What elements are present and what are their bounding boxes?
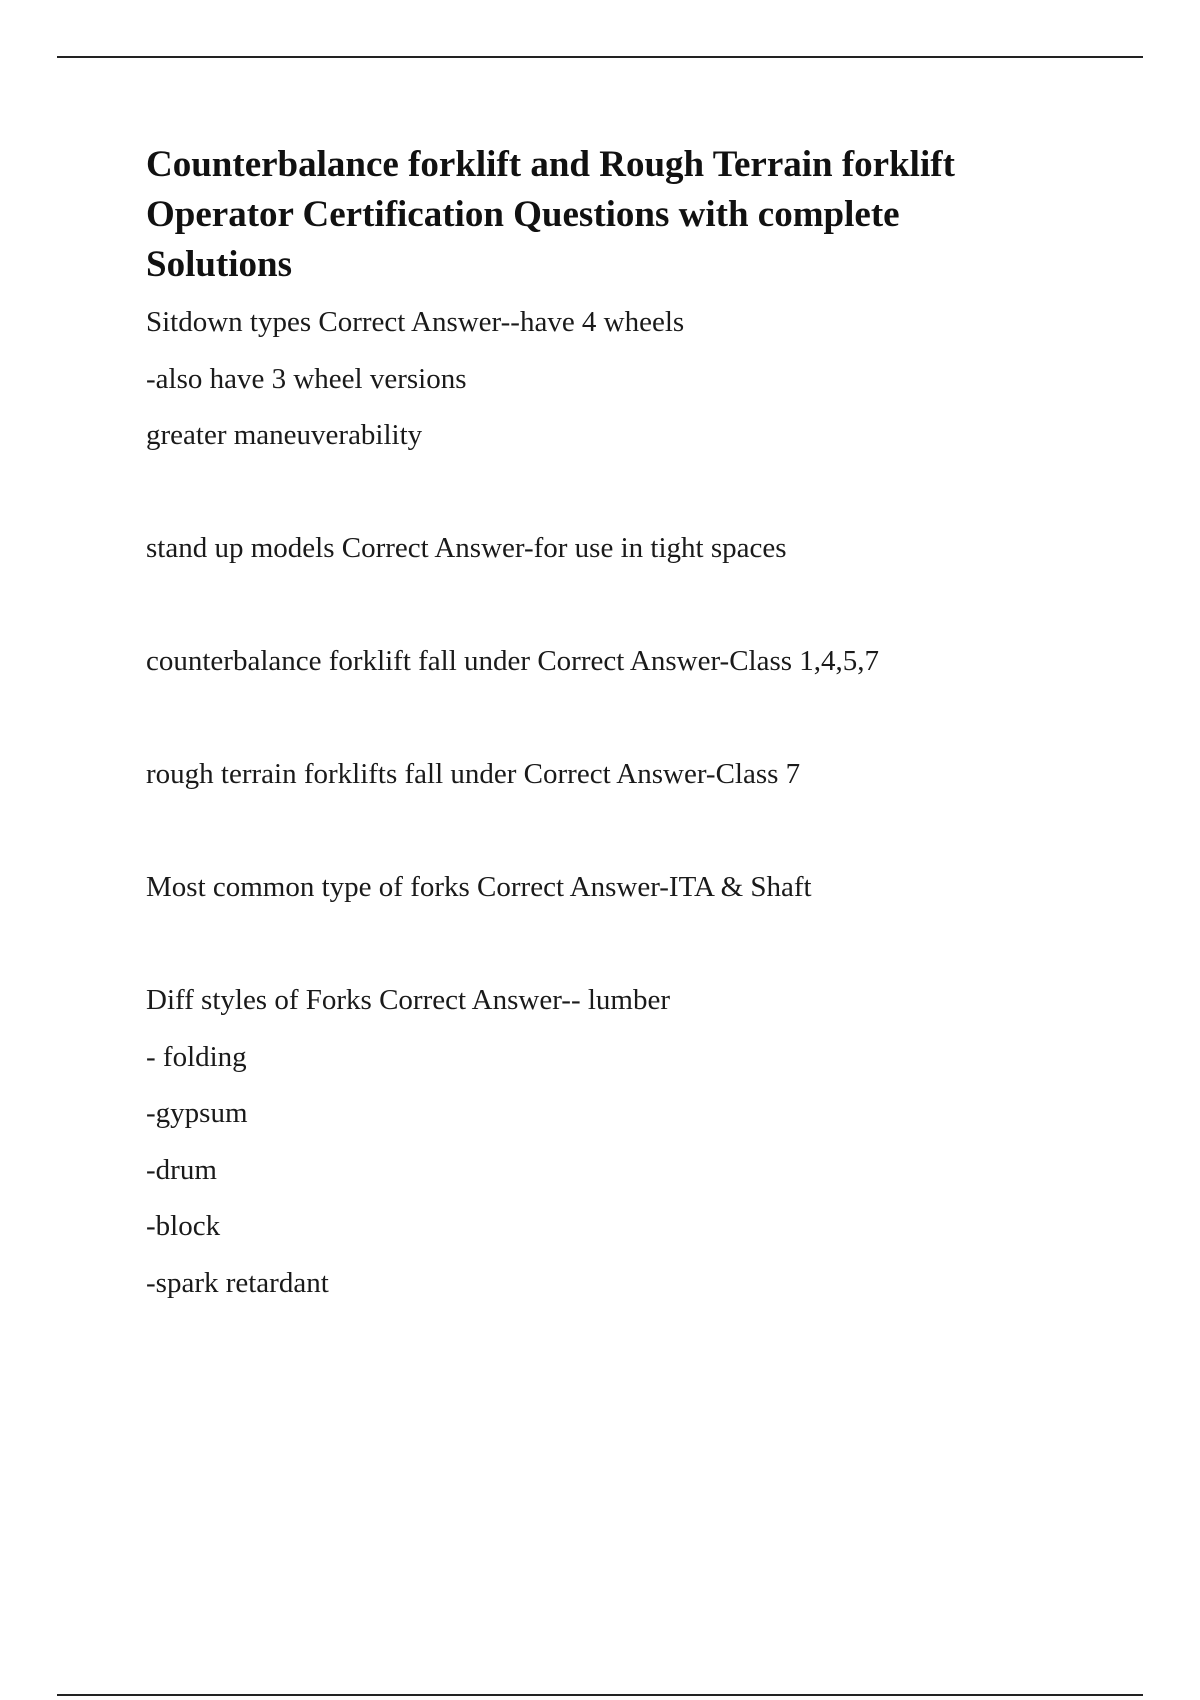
qa-line: -block — [146, 1210, 221, 1242]
qa-line: Diff styles of Forks Correct Answer-- lumber — [146, 984, 671, 1016]
top-rule — [57, 56, 1143, 58]
qa-entry-common-forks — [146, 859, 1086, 916]
title-line: Counterbalance forklift and Rough Terrain forklift — [146, 144, 955, 185]
qa-entry-fork-styles — [146, 972, 1086, 1311]
qa-line: counterbalance forklift fall under Correct Answer-Class 1,4,5,7 — [146, 645, 880, 677]
qa-entry-stand-up-models — [146, 520, 1086, 577]
qa-line: stand up models Correct Answer-for use in tight spaces — [146, 532, 787, 564]
qa-line: rough terrain forklifts fall under Correct Answer-Class 7 — [146, 758, 801, 790]
qa-line: -also have 3 wheel versions — [146, 362, 467, 395]
title-line: Solutions — [146, 244, 293, 285]
title-line: Operator Certification Questions with complete — [146, 194, 900, 235]
entry-spacer — [146, 690, 1086, 747]
qa-entry-sitdown-types — [146, 294, 1086, 464]
qa-line: Sitdown types Correct Answer--have 4 wheels — [146, 306, 685, 338]
entry-spacer — [146, 916, 1086, 973]
qa-line: -gypsum — [146, 1097, 248, 1129]
qa-line: greater maneuverability — [146, 419, 423, 451]
qa-line: -drum — [146, 1153, 217, 1186]
qa-line: Most common type of forks Correct Answer-ITA & Shaft — [146, 871, 812, 903]
qa-entry-rough-terrain-class — [146, 746, 1086, 803]
qa-line: -spark retardant — [146, 1266, 329, 1299]
qa-entry-counterbalance-class — [146, 633, 1086, 690]
entry-spacer — [146, 803, 1086, 860]
qa-list — [146, 294, 1086, 1311]
entry-spacer — [146, 464, 1086, 521]
document-body — [146, 140, 1086, 1311]
bottom-rule — [57, 1694, 1143, 1696]
qa-line: - folding — [146, 1040, 247, 1073]
entry-spacer — [146, 577, 1086, 634]
document-title — [146, 140, 1086, 290]
